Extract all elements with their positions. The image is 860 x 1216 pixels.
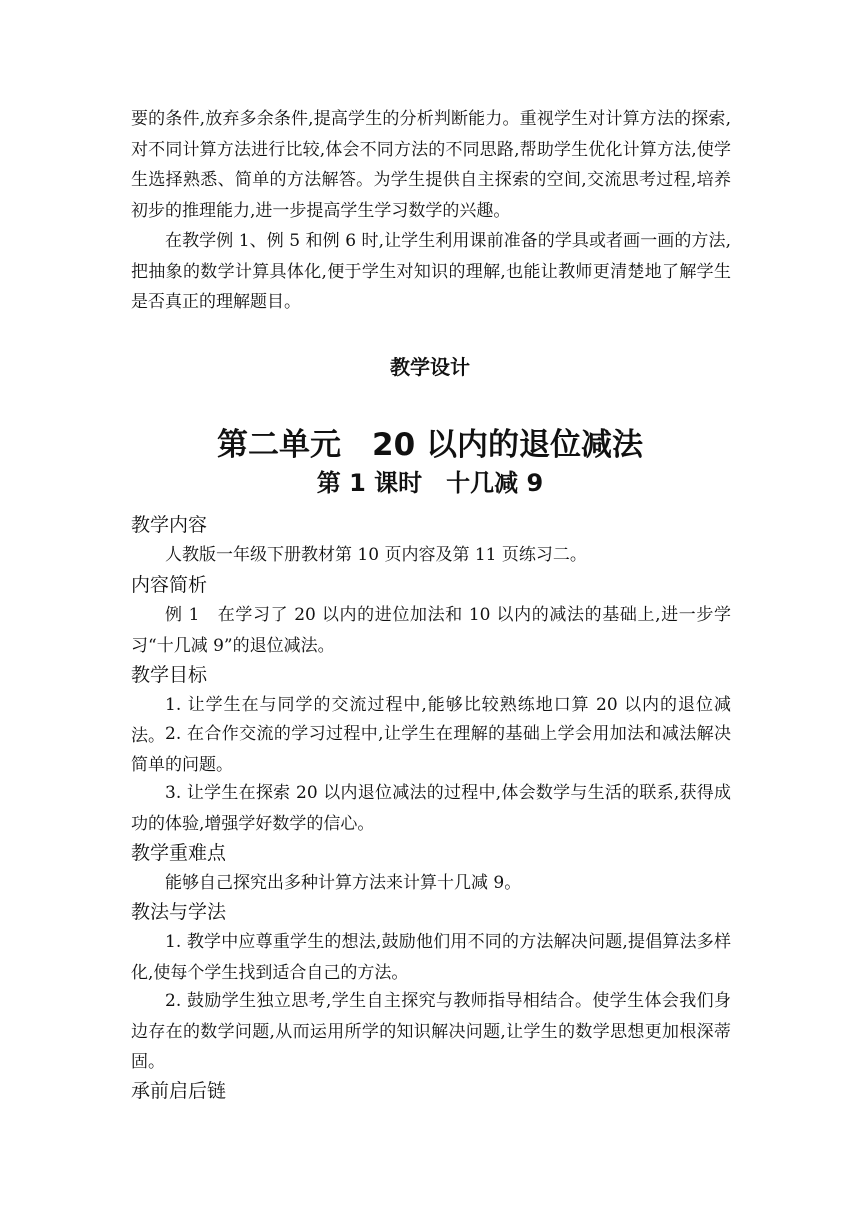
section-heading-goals: 教学目标 — [131, 664, 208, 686]
goal-item-1: 1. 让学生在与同学的交流过程中,能够比较熟练地口算 20 以内的退位减法。 — [131, 695, 731, 746]
section-heading-key-points: 教学重难点 — [131, 842, 227, 864]
unit-title: 第二单元 20 以内的退位减法 — [217, 427, 643, 463]
intro-paragraph-2: 在教学例 1、例 5 和例 6 时,让学生利用课前准备的学具或者画一画的方法,把抽象的数学计算具体化,便于学生对知识的理解,也能让教师更清楚地了解学生是否真正的理解题目。 — [131, 231, 731, 312]
section-heading-methods: 教法与学法 — [131, 901, 227, 923]
section-heading-analysis: 内容简析 — [131, 574, 208, 596]
section-analysis-text: 例 1 在学习了 20 以内的进位加法和 10 以内的减法的基础上,进一步学习“十几减 9”的退位减法。 — [131, 605, 731, 656]
section-content-text: 人教版一年级下册教材第 10 页内容及第 11 页练习二。 — [165, 545, 587, 565]
method-item-1: 1. 教学中应尊重学生的想法,鼓励他们用不同的方法解决问题,提倡算法多样化,使每个学生找到适合自己的方法。 — [131, 932, 731, 983]
section-key-points-text: 能够自己探究出多种计算方法来计算十几减 9。 — [165, 873, 522, 893]
lesson-title: 第 1 课时 十几减 9 — [316, 469, 544, 497]
method-item-2: 2. 鼓励学生独立思考,学生自主探究与教师指导相结合。使学生体会我们身边存在的数学问题,从而运用所学的知识解决问题,让学生的数学思想更加根深蒂固。 — [131, 991, 731, 1072]
intro-paragraph-1: 要的条件,放弃多余条件,提高学生的分析判断能力。重视学生对计算方法的探索,对不同计算方法进行比较,体会不同方法的不同思路,帮助学生优化计算方法,使学生选择熟悉、简单的方法解答。为学生提供自主探索的空间,交流思考过程,培养初步的推理能力,进一步提高学生学习数学的兴趣。 — [131, 109, 731, 221]
section-heading-links: 承前启后链 — [131, 1080, 227, 1102]
section-heading-content: 教学内容 — [131, 514, 208, 536]
goal-item-3: 3. 让学生在探索 20 以内退位减法的过程中,体会数学与生活的联系,获得成功的体验,增强学好数学的信心。 — [131, 783, 731, 834]
goal-item-2: 2. 在合作交流的学习过程中,让学生在理解的基础上学会用加法和减法解决简单的问题。 — [131, 724, 731, 775]
design-title: 教学设计 — [390, 355, 470, 379]
